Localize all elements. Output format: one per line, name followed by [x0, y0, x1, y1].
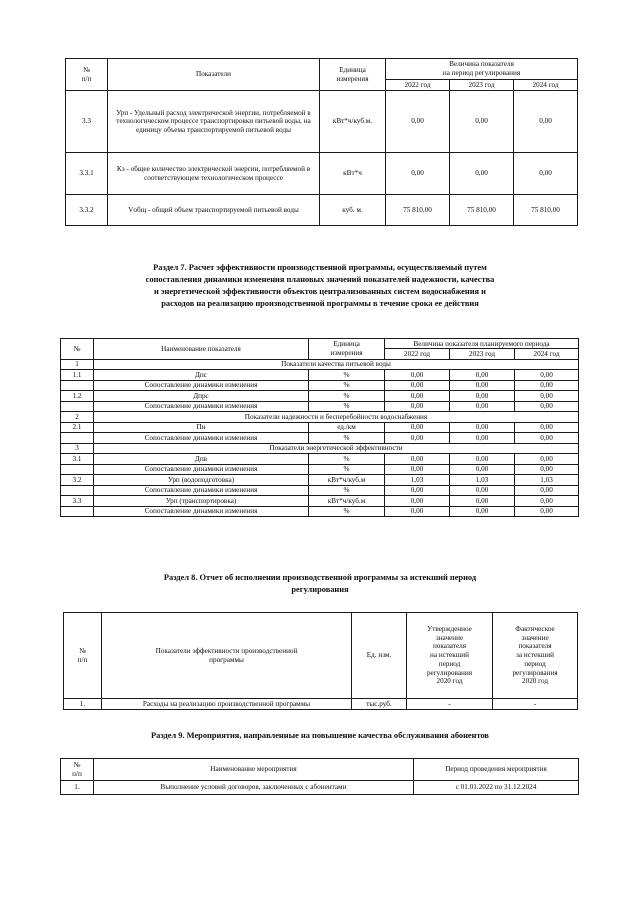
header-cell-year-2023: 2023 год	[450, 349, 515, 359]
cell-unit: куб. м.	[320, 195, 386, 226]
table-row	[61, 391, 579, 401]
cell-value-2023: 0,00	[450, 391, 515, 401]
cell-unit: %	[309, 454, 385, 464]
cell-value-2024: 0,00	[515, 496, 579, 506]
cell-indicator: Сопоставление динамики изменения	[94, 380, 309, 390]
header-value-group-line2: на период регулирования	[442, 68, 521, 77]
header-approved-line-2: значение	[435, 633, 464, 642]
cell-measure: Выполнение условий договоров, заключенных с абонентами	[94, 781, 414, 795]
cell-value-2022: 0,00	[385, 464, 450, 474]
cell-unit: %	[309, 401, 385, 411]
cell-unit: тыс.руб.	[352, 699, 407, 710]
cell-value-2023: 0,00	[450, 401, 515, 411]
cell-row-number: 1.2	[61, 391, 94, 401]
cell-value-2024: 0,00	[515, 454, 579, 464]
cell-unit: %	[309, 506, 385, 516]
cell-unit: кВт*ч	[320, 153, 386, 195]
cell-value-2023: 0,00	[450, 506, 515, 516]
header-approved-line-7: 2020 год	[436, 677, 463, 686]
header-actual-line-4: за истекший	[516, 651, 554, 660]
header-cell-indicator-name: Наименование показателя	[94, 339, 309, 360]
header-number-line2: п/п	[77, 655, 88, 664]
cell-value-2023: 75 810,00	[450, 195, 514, 226]
cell-value-2022: 0,00	[386, 91, 450, 153]
cell-value-2023: 0,00	[450, 422, 515, 432]
cell-value-2024: 0,00	[514, 91, 578, 153]
header-indicators-line2: программы	[209, 655, 244, 664]
header-cell-value-group: Величина показателя планируемого периода	[385, 339, 579, 349]
cell-value-2022: 0,00	[385, 485, 450, 495]
cell-group-label: Показатели надежности и бесперебойности водоснабжения	[94, 412, 579, 422]
header-approved-line-4: на истекший	[430, 651, 469, 660]
cell-indicator: Сопоставление динамики изменения	[94, 464, 309, 474]
header-cell-unit	[320, 59, 386, 91]
cell-row-number: 3.3	[66, 91, 108, 153]
cell-group-number: 2	[61, 412, 94, 422]
cell-unit: кВт*ч/куб.м.	[320, 91, 386, 153]
table-row	[61, 370, 579, 380]
header-cell-indicators: Показатели	[108, 59, 320, 91]
header-number-line1: №	[83, 65, 90, 74]
indicators-continuation-table	[65, 58, 578, 226]
cell-actual-value: -	[493, 699, 578, 710]
cell-value-2023: 1,03	[450, 475, 515, 485]
header-cell-value-group	[386, 59, 578, 80]
cell-value-2022: 0,00	[385, 433, 450, 443]
table-row	[66, 153, 578, 195]
cell-value-2022: 0,00	[385, 454, 450, 464]
header-cell-period: Период проведения мероприятия	[414, 759, 579, 781]
table-row	[66, 195, 578, 226]
table-group-row	[61, 359, 579, 369]
cell-unit: кВт*ч/куб.м	[309, 496, 385, 506]
cell-row-number	[61, 506, 94, 516]
cell-row-number	[61, 464, 94, 474]
header-approved-line-6: регулирования	[426, 668, 473, 677]
cell-indicator: Дпс	[94, 370, 309, 380]
cell-row-number: 1.1	[61, 370, 94, 380]
cell-period: с 01.01.2022 по 31.12.2024	[414, 781, 579, 795]
section-8-heading-line-1: Раздел 8. Отчет об исполнении производственной программы за истекший период	[163, 573, 477, 582]
cell-value-2024: 0,00	[515, 370, 579, 380]
cell-unit: %	[309, 380, 385, 390]
section-7-heading-line-1: Раздел 7. Расчет эффективности производственной программы, осуществляемый путем	[153, 263, 487, 272]
section-7-heading-line-4: расходов на реализацию производственной программы в течение срока ее действия	[161, 298, 479, 308]
table-row	[61, 464, 579, 474]
cell-unit: ед./км	[309, 422, 385, 432]
header-cell-unit	[309, 339, 385, 360]
table-row	[61, 380, 579, 390]
cell-value-2022: 0,00	[385, 380, 450, 390]
header-cell-number	[66, 59, 108, 91]
cell-value-2022: 0,00	[386, 153, 450, 195]
cell-indicator: Сопоставление динамики изменения	[94, 433, 309, 443]
cell-unit: %	[309, 391, 385, 401]
cell-unit: кВт*ч/куб.м	[309, 475, 385, 485]
section-9-heading	[55, 730, 585, 742]
efficiency-calculation-table	[60, 338, 579, 517]
section-7-heading-line-3: и энергетической эффективности объектов централизованных систем водоснабжения и	[153, 286, 486, 296]
section-7-heading	[60, 262, 580, 310]
header-cell-year-2022: 2022 год	[386, 79, 450, 90]
cell-value-2024: 0,00	[515, 485, 579, 495]
header-actual-line-6: регулирования	[512, 668, 558, 677]
table-group-row	[61, 412, 579, 422]
cell-value-2022: 0,00	[385, 422, 450, 432]
cell-value-2023: 0,00	[450, 464, 515, 474]
header-unit-line2: измерения	[336, 74, 369, 83]
header-indicators-line1: Показатели эффективности производственной	[155, 646, 298, 655]
cell-value-2024: 0,00	[515, 422, 579, 432]
cell-indicator: Дпв	[94, 454, 309, 464]
cell-indicator: Сопоставление динамики изменения	[94, 401, 309, 411]
table-row	[61, 433, 579, 443]
cell-row-number	[61, 433, 94, 443]
cell-value-2023: 0,00	[450, 370, 515, 380]
cell-value-2024: 0,00	[515, 391, 579, 401]
header-number-line1: №	[79, 646, 86, 655]
header-cell-year-2024: 2024 год	[514, 79, 578, 90]
cell-row-number: 2.1	[61, 422, 94, 432]
cell-indicator: Дпрс	[94, 391, 309, 401]
cell-value-2022: 0,00	[385, 496, 450, 506]
header-number-line2: п/п	[72, 769, 82, 778]
table-row	[61, 401, 579, 411]
cell-group-number: 1	[61, 359, 94, 369]
table-row	[61, 485, 579, 495]
cell-group-label: Показатели качества питьевой воды	[94, 359, 579, 369]
cell-value-2023: 0,00	[450, 91, 514, 153]
header-unit-line1: Единица	[333, 340, 360, 349]
header-actual-line-1: Фактическое	[515, 624, 555, 633]
table-row	[61, 475, 579, 485]
cell-unit: %	[309, 370, 385, 380]
section-9-heading-line-1: Раздел 9. Мероприятия, направленные на повышение качества обслуживания абонентов	[151, 731, 489, 740]
cell-row-number: 3.1	[61, 454, 94, 464]
cell-value-2023: 0,00	[450, 496, 515, 506]
cell-row-number: 1.	[61, 781, 94, 795]
header-actual-line-2: значение	[521, 633, 549, 642]
header-cell-indicators	[102, 613, 352, 699]
cell-value-2024: 1,03	[515, 475, 579, 485]
cell-value-2024: 0,00	[515, 401, 579, 411]
table-row	[61, 422, 579, 432]
cell-indicator: Кэ - общее количество электрической энергии, потребляемой в соответствующем технологическом процессе	[108, 153, 320, 195]
cell-value-2022: 0,00	[385, 506, 450, 516]
header-unit-line1: Единица	[339, 65, 366, 74]
table-header-row	[61, 339, 579, 349]
cell-row-number	[61, 380, 94, 390]
header-actual-line-5: период	[524, 659, 546, 668]
header-approved-line-3: показателя	[432, 642, 467, 651]
cell-row-number	[61, 401, 94, 411]
cell-group-number: 3	[61, 443, 94, 453]
header-approved-line-5: период	[438, 659, 461, 668]
table-group-row	[61, 443, 579, 453]
header-cell-year-2024: 2024 год	[515, 349, 579, 359]
table-row	[61, 781, 579, 795]
header-approved-line-1: Утвержденное	[427, 624, 472, 633]
cell-value-2024: 0,00	[515, 433, 579, 443]
header-cell-actual-value	[493, 613, 578, 699]
cell-value-2023: 0,00	[450, 153, 514, 195]
customer-service-measures-table	[60, 758, 579, 795]
header-value-group-line1: Величина показателя	[449, 60, 514, 68]
header-cell-number	[64, 613, 102, 699]
table-header-row	[61, 759, 579, 781]
table-row	[64, 699, 578, 710]
cell-indicator: Пн	[94, 422, 309, 432]
section-8-heading	[60, 572, 580, 596]
cell-indicator: Vобщ - общий объем транспортируемой питьевой воды	[108, 195, 320, 226]
cell-value-2022: 1,03	[385, 475, 450, 485]
cell-value-2024: 0,00	[515, 506, 579, 516]
cell-value-2024: 0,00	[515, 464, 579, 474]
header-cell-approved-value	[407, 613, 493, 699]
past-period-report-table	[63, 612, 578, 710]
cell-group-label: Показатели энергетической эффективности	[94, 443, 579, 453]
cell-unit: %	[309, 464, 385, 474]
cell-unit: %	[309, 485, 385, 495]
cell-value-2022: 0,00	[385, 401, 450, 411]
table-row	[61, 506, 579, 516]
cell-row-number: 3.3	[61, 496, 94, 506]
header-cell-measure-name: Наименование мероприятия	[94, 759, 414, 781]
cell-row-number: 3.3.2	[66, 195, 108, 226]
table-row	[61, 496, 579, 506]
cell-row-number: 1.	[64, 699, 102, 710]
cell-indicator: Урп - Удельный расход электрической энергии, потребляемой в технологическом процессе транспортировки питьевой воды, на единицу объема транспортируемой питьевой воды	[108, 91, 320, 153]
cell-indicator: Сопоставление динамики изменения	[94, 485, 309, 495]
cell-value-2024: 75 810,00	[514, 195, 578, 226]
cell-value-2024: 0,00	[515, 380, 579, 390]
header-actual-line-7: 2020 год	[522, 677, 548, 686]
cell-value-2023: 0,00	[450, 380, 515, 390]
header-cell-unit: Ед. изм.	[352, 613, 407, 699]
cell-value-2023: 0,00	[450, 433, 515, 443]
section-8-heading-line-2: регулирования	[291, 584, 349, 594]
table-header-row	[64, 613, 578, 699]
header-cell-year-2022: 2022 год	[385, 349, 450, 359]
cell-unit: %	[309, 433, 385, 443]
cell-indicator: Сопоставление динамики изменения	[94, 506, 309, 516]
header-cell-year-2023: 2023 год	[450, 79, 514, 90]
section-7-heading-line-2: сопоставления динамики изменения плановых значений показателей надежности, качества	[145, 274, 495, 284]
header-cell-number	[61, 759, 94, 781]
cell-row-number: 3.2	[61, 475, 94, 485]
cell-indicator: Урп (водоподготовка)	[94, 475, 309, 485]
cell-approved-value: -	[407, 699, 493, 710]
header-cell-number: №	[61, 339, 94, 360]
cell-value-2022: 0,00	[385, 391, 450, 401]
header-number-line1: №	[73, 760, 81, 769]
cell-value-2022: 0,00	[385, 370, 450, 380]
cell-value-2024: 0,00	[514, 153, 578, 195]
header-unit-line2: измерения	[330, 348, 363, 357]
table-header-row	[66, 59, 578, 80]
cell-value-2023: 0,00	[450, 485, 515, 495]
cell-row-number: 3.3.1	[66, 153, 108, 195]
header-number-line2: п/п	[81, 74, 92, 83]
cell-indicator: Расходы на реализацию производственной программы	[102, 699, 352, 710]
cell-row-number	[61, 485, 94, 495]
cell-value-2022: 75 810,00	[386, 195, 450, 226]
header-actual-line-3: показателя	[518, 642, 552, 651]
cell-value-2023: 0,00	[450, 454, 515, 464]
cell-indicator: Урп (транспортировка)	[94, 496, 309, 506]
table-row	[61, 454, 579, 464]
table-row	[66, 91, 578, 153]
